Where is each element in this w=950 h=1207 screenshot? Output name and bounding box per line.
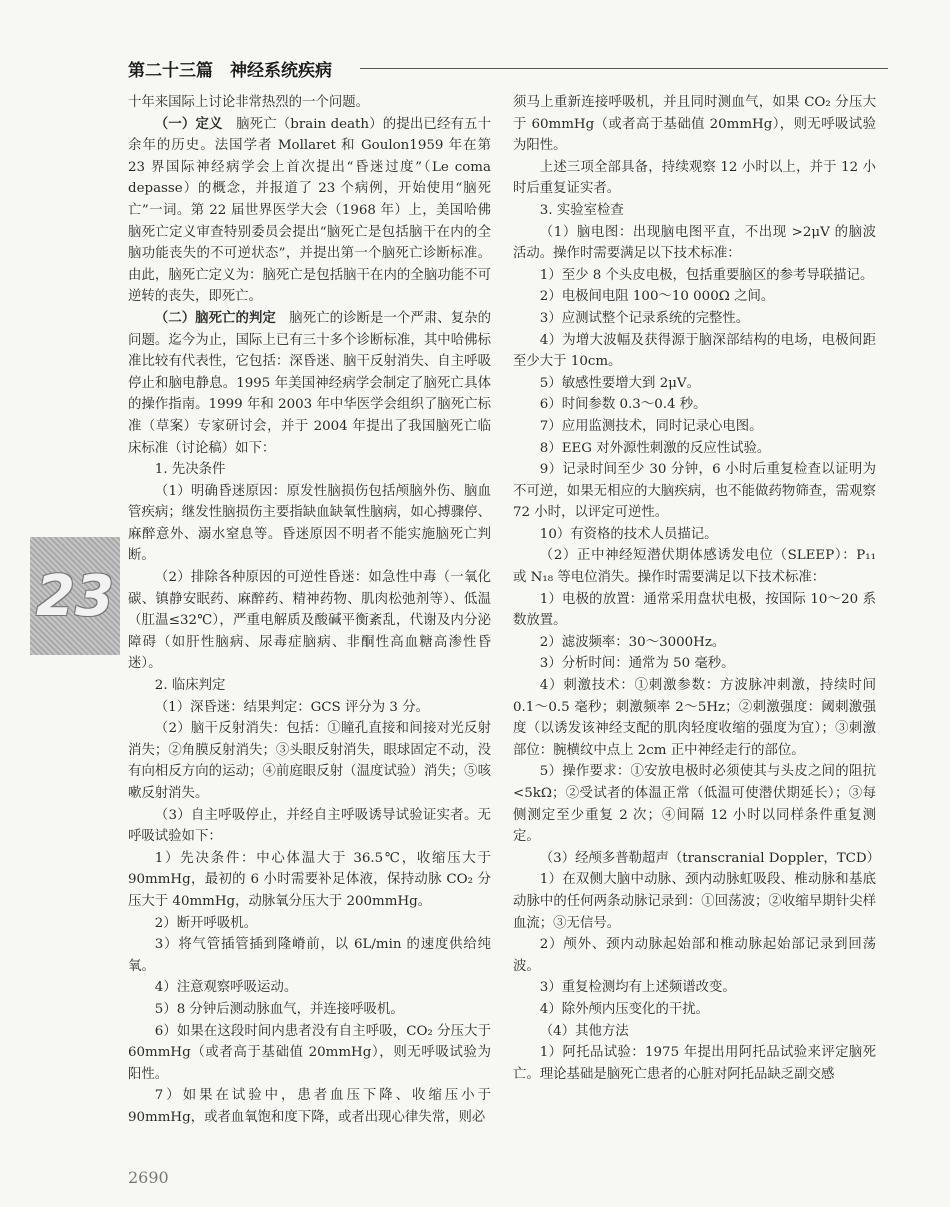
paragraph-text: 1）至少 8 个头皮电极，包括重要脑区的参考导联描记。 [539, 267, 874, 283]
paragraph-text: 3）重复检测均有上述频谱改变。 [539, 980, 736, 996]
paragraph-text: 1. 先决条件 [154, 462, 226, 478]
paragraph-heading: （二）脑死亡的判定 [154, 310, 276, 326]
paragraph-text: 2）电极间电阻 100～10 000Ω 之间。 [539, 289, 775, 305]
paragraph-text: （2）排除各种原因的可逆性昏迷：如急性中毒（一氧化碳、镇静安眠药、麻醉药、精神药物、肌肉松弛剂等）、低温（肛温≤32℃），严重电解质及酸碱平衡紊乱，代谢及内分泌障碍（如肝性脑病、尿毒症脑病、非酮性高血糖高渗性昏迷）。 [128, 570, 491, 672]
paragraph [513, 848, 881, 870]
paragraph-text: （4）其他方法 [539, 1023, 629, 1039]
paragraph-text: 2. 临床判定 [154, 678, 226, 694]
paragraph [128, 977, 491, 999]
paragraph-text: 脑死亡（brain death）的提出已经有五十余年的历史。法国学者 Mollaret 和 Goulon1959 年在第 23 界国际神经病学会上首次提出“昏迷过度”（Le coma depasse）的概念，并报道了 23 个病例，开始使用“脑死亡”一词。第 22 届世界医学大会（1968 年）上，美国哈佛脑死亡定义审查特别委员会提出“脑死亡是包括脑干在内的全脑功能丧失的不可逆状态”，并提出第一个脑死亡诊断标准。由此，脑死亡定义为：脑死亡是包括脑干在内的全脑功能不可逆转的丧失，即死亡。 [128, 116, 491, 305]
paragraph [513, 157, 876, 200]
paragraph [513, 438, 876, 460]
paragraph [128, 459, 491, 481]
paragraph [513, 999, 876, 1021]
paragraph [128, 567, 491, 675]
paragraph-text: 8）EEG 对外源性刺激的反应性试验。 [539, 440, 771, 456]
paragraph [128, 481, 491, 567]
paragraph-text: 2）断开呼吸机。 [154, 915, 258, 931]
paragraph-text: 2）颅外、颈内动脉起始部和椎动脉起始部记录到回荡波。 [513, 937, 876, 974]
paragraph [128, 675, 491, 697]
page-header [128, 56, 888, 80]
paragraph-text: 1）在双侧大脑中动脉、颈内动脉虹吸段、椎动脉和基底动脉中的任何两条动脉记录到：①回荡波；②收缩早期针尖样血流；③无信号。 [513, 872, 876, 931]
paragraph-heading: （一）定义 [154, 116, 223, 132]
paragraph-text: （3）自主呼吸停止，并经自主呼吸诱导试验证实者。无呼吸试验如下： [128, 807, 491, 845]
paragraph [128, 114, 491, 308]
paragraph [513, 761, 876, 847]
paragraph [513, 934, 876, 977]
paragraph-text: 4）为增大波幅及获得源于脑深部结构的电场，电极间距至少大于 10cm。 [513, 332, 876, 370]
paragraph-text: 3）将气管插管插到隆嵴前，以 6L/min 的速度供给纯氧。 [128, 937, 491, 974]
paragraph [128, 308, 491, 459]
paragraph [513, 286, 876, 308]
paragraph-text: 1）先决条件：中心体温大于 36.5℃，收缩压大于 90mmHg，最初的 6 小时需要补足体液，保持动脉 CO₂ 分压大于 40mmHg，动脉氧分压大于 200mmHg。 [128, 850, 491, 909]
paragraph [513, 265, 876, 287]
paragraph-text: 10）有资格的技术人员描记。 [539, 526, 718, 542]
left-column [128, 92, 491, 1129]
paragraph [513, 653, 876, 675]
paragraph-text: （1）深昏迷：结果判定：GCS 评分为 3 分。 [154, 699, 429, 715]
paragraph-text: 4）刺激技术：①刺激参数：方波脉冲刺激，持续时间 0.1～0.5 毫秒；刺激频率 2～5Hz；②刺激强度：阈刺激强度（以诱发该神经支配的肌肉轻度收缩的强度为宜）；③刺激部位：腕横纹中点上 2cm 正中神经走行的部位。 [513, 678, 876, 758]
paragraph [513, 394, 876, 416]
section-title: 第二十三篇 神经系统疾病 [128, 61, 332, 81]
paragraph [513, 308, 876, 330]
paragraph [513, 524, 876, 546]
paragraph [128, 1085, 491, 1128]
paragraph [513, 869, 876, 934]
paragraph-text: （2）正中神经短潜伏期体感诱发电位（SLEEP）：P₁₁ 或 N₁₈ 等电位消失。操作时需要满足以下技术标准： [513, 548, 876, 586]
chapter-number: 23 [36, 563, 114, 629]
right-column [513, 92, 881, 1085]
paragraph [513, 632, 876, 654]
paragraph [513, 200, 876, 222]
paragraph [128, 999, 491, 1021]
paragraph-text: 3. 实验室检查 [539, 202, 624, 218]
paragraph [128, 697, 491, 719]
paragraph-text: 5）操作要求：①安放电极时必须使其与头皮之间的阻抗<5kΩ；②受试者的体温正常（低温可使潜伏期延长）；③每侧测定至少重复 2 次；④间隔 12 小时以同样条件重复测定。 [513, 764, 876, 845]
paragraph-text: 2）滤波频率：30～3000Hz。 [539, 634, 726, 650]
paragraph [128, 92, 491, 114]
paragraph-text: 6）时间参数 0.3～0.4 秒。 [539, 397, 707, 413]
paragraph [513, 330, 876, 373]
paragraph [513, 1021, 876, 1043]
paragraph-text: 上述三项全部具备，持续观察 12 小时以上，并于 12 小时后重复证实者。 [513, 159, 876, 197]
paragraph-text: 5）敏感性要增大到 2μV。 [539, 375, 700, 391]
paragraph [513, 977, 876, 999]
paragraph-text: 6）如果在这段时间内患者没有自主呼吸，CO₂ 分压大于 60mmHg（或者高于基础值 20mmHg），则无呼吸试验为阳性。 [128, 1023, 491, 1082]
paragraph [128, 718, 491, 804]
paragraph [128, 913, 491, 935]
paragraph-text: 5）8 分钟后测动脉血气，并连接呼吸机。 [154, 1001, 404, 1017]
paragraph [128, 934, 491, 977]
paragraph-text: 7）如果在试验中，患者血压下降、收缩压小于 90mmHg，或者血氧饱和度下降，或者出现心律失常，则必 [128, 1088, 491, 1125]
paragraph-text: 十年来国际上讨论非常热烈的一个问题。 [128, 95, 370, 110]
paragraph [128, 848, 491, 913]
paragraph [513, 545, 876, 588]
paragraph-text: （1）脑电图：出现脑电图平直，不出现 >2μV 的脑波活动。操作时需要满足以下技术标准： [513, 224, 876, 262]
paragraph-text: 须马上重新连接呼吸机，并且同时测血气，如果 CO₂ 分压大于 60mmHg（或者高于基础值 20mmHg），则无呼吸试验为阳性。 [513, 95, 876, 154]
page-number: 2690 [128, 1168, 169, 1187]
header-rule [360, 68, 888, 69]
paragraph [513, 416, 876, 438]
paragraph [513, 1042, 876, 1085]
chapter-tab [30, 537, 120, 655]
paragraph [128, 1021, 491, 1086]
paragraph [513, 92, 876, 157]
paragraph-text: 4）注意观察呼吸运动。 [154, 980, 298, 996]
paragraph [513, 589, 876, 632]
paragraph [513, 373, 876, 395]
paragraph-text: （3）经颅多普勒超声（transcranial Doppler，TCD） [539, 850, 881, 866]
paragraph-text: 4）除外颅内压变化的干扰。 [539, 1001, 710, 1017]
paragraph-text: （1）明确昏迷原因：原发性脑损伤包括颅脑外伤、脑血管疾病；继发性脑损伤主要指缺血缺氧性脑病，如心搏骤停、麻醉意外、溺水窒息等。昏迷原因不明者不能实施脑死亡判断。 [128, 483, 491, 564]
paragraph-text: 脑死亡的诊断是一个严肃、复杂的问题。迄今为止，国际上已有三十多个诊断标准，其中哈佛标准比较有代表性，它包括：深昏迷、脑干反射消失、自主呼吸停止和脑电静息。1995 年美国神经病学会制定了脑死亡具体的操作指南。1999 年和 2003 年中华医学会组织了脑死亡标准（草案）专家研讨会，并于 2004 年提出了我国脑死亡临床标准（讨论稿）如下： [128, 310, 492, 456]
paragraph-text: 9）记录时间至少 30 分钟，6 小时后重复检查以证明为不可逆，如果无相应的大脑疾病，也不能做药物筛查，需观察 72 小时，以评定可逆性。 [513, 462, 876, 521]
paragraph [513, 222, 876, 265]
paragraph [513, 675, 876, 761]
paragraph-text: 1）阿托品试验：1975 年提出用阿托品试验来评定脑死亡。理论基础是脑死亡患者的心脏对阿托品缺乏副交感 [513, 1045, 876, 1082]
paragraph [513, 459, 876, 524]
paragraph-text: 3）应测试整个记录系统的完整性。 [539, 310, 750, 326]
paragraph-text: 1）电极的放置：通常采用盘状电极，按国际 10～20 系数放置。 [513, 591, 876, 629]
paragraph-text: 3）分析时间：通常为 50 毫秒。 [539, 656, 735, 672]
paragraph [128, 805, 491, 848]
paragraph-text: 7）应用监测技术，同时记录心电图。 [539, 418, 763, 434]
paragraph-text: （2）脑干反射消失：包括：①瞳孔直接和间接对光反射消失；②角膜反射消失；③头眼反射消失，眼球固定不动，没有向相反方向的运动；④前庭眼反射（温度试验）消失；⑤咳嗽反射消失。 [128, 721, 491, 801]
